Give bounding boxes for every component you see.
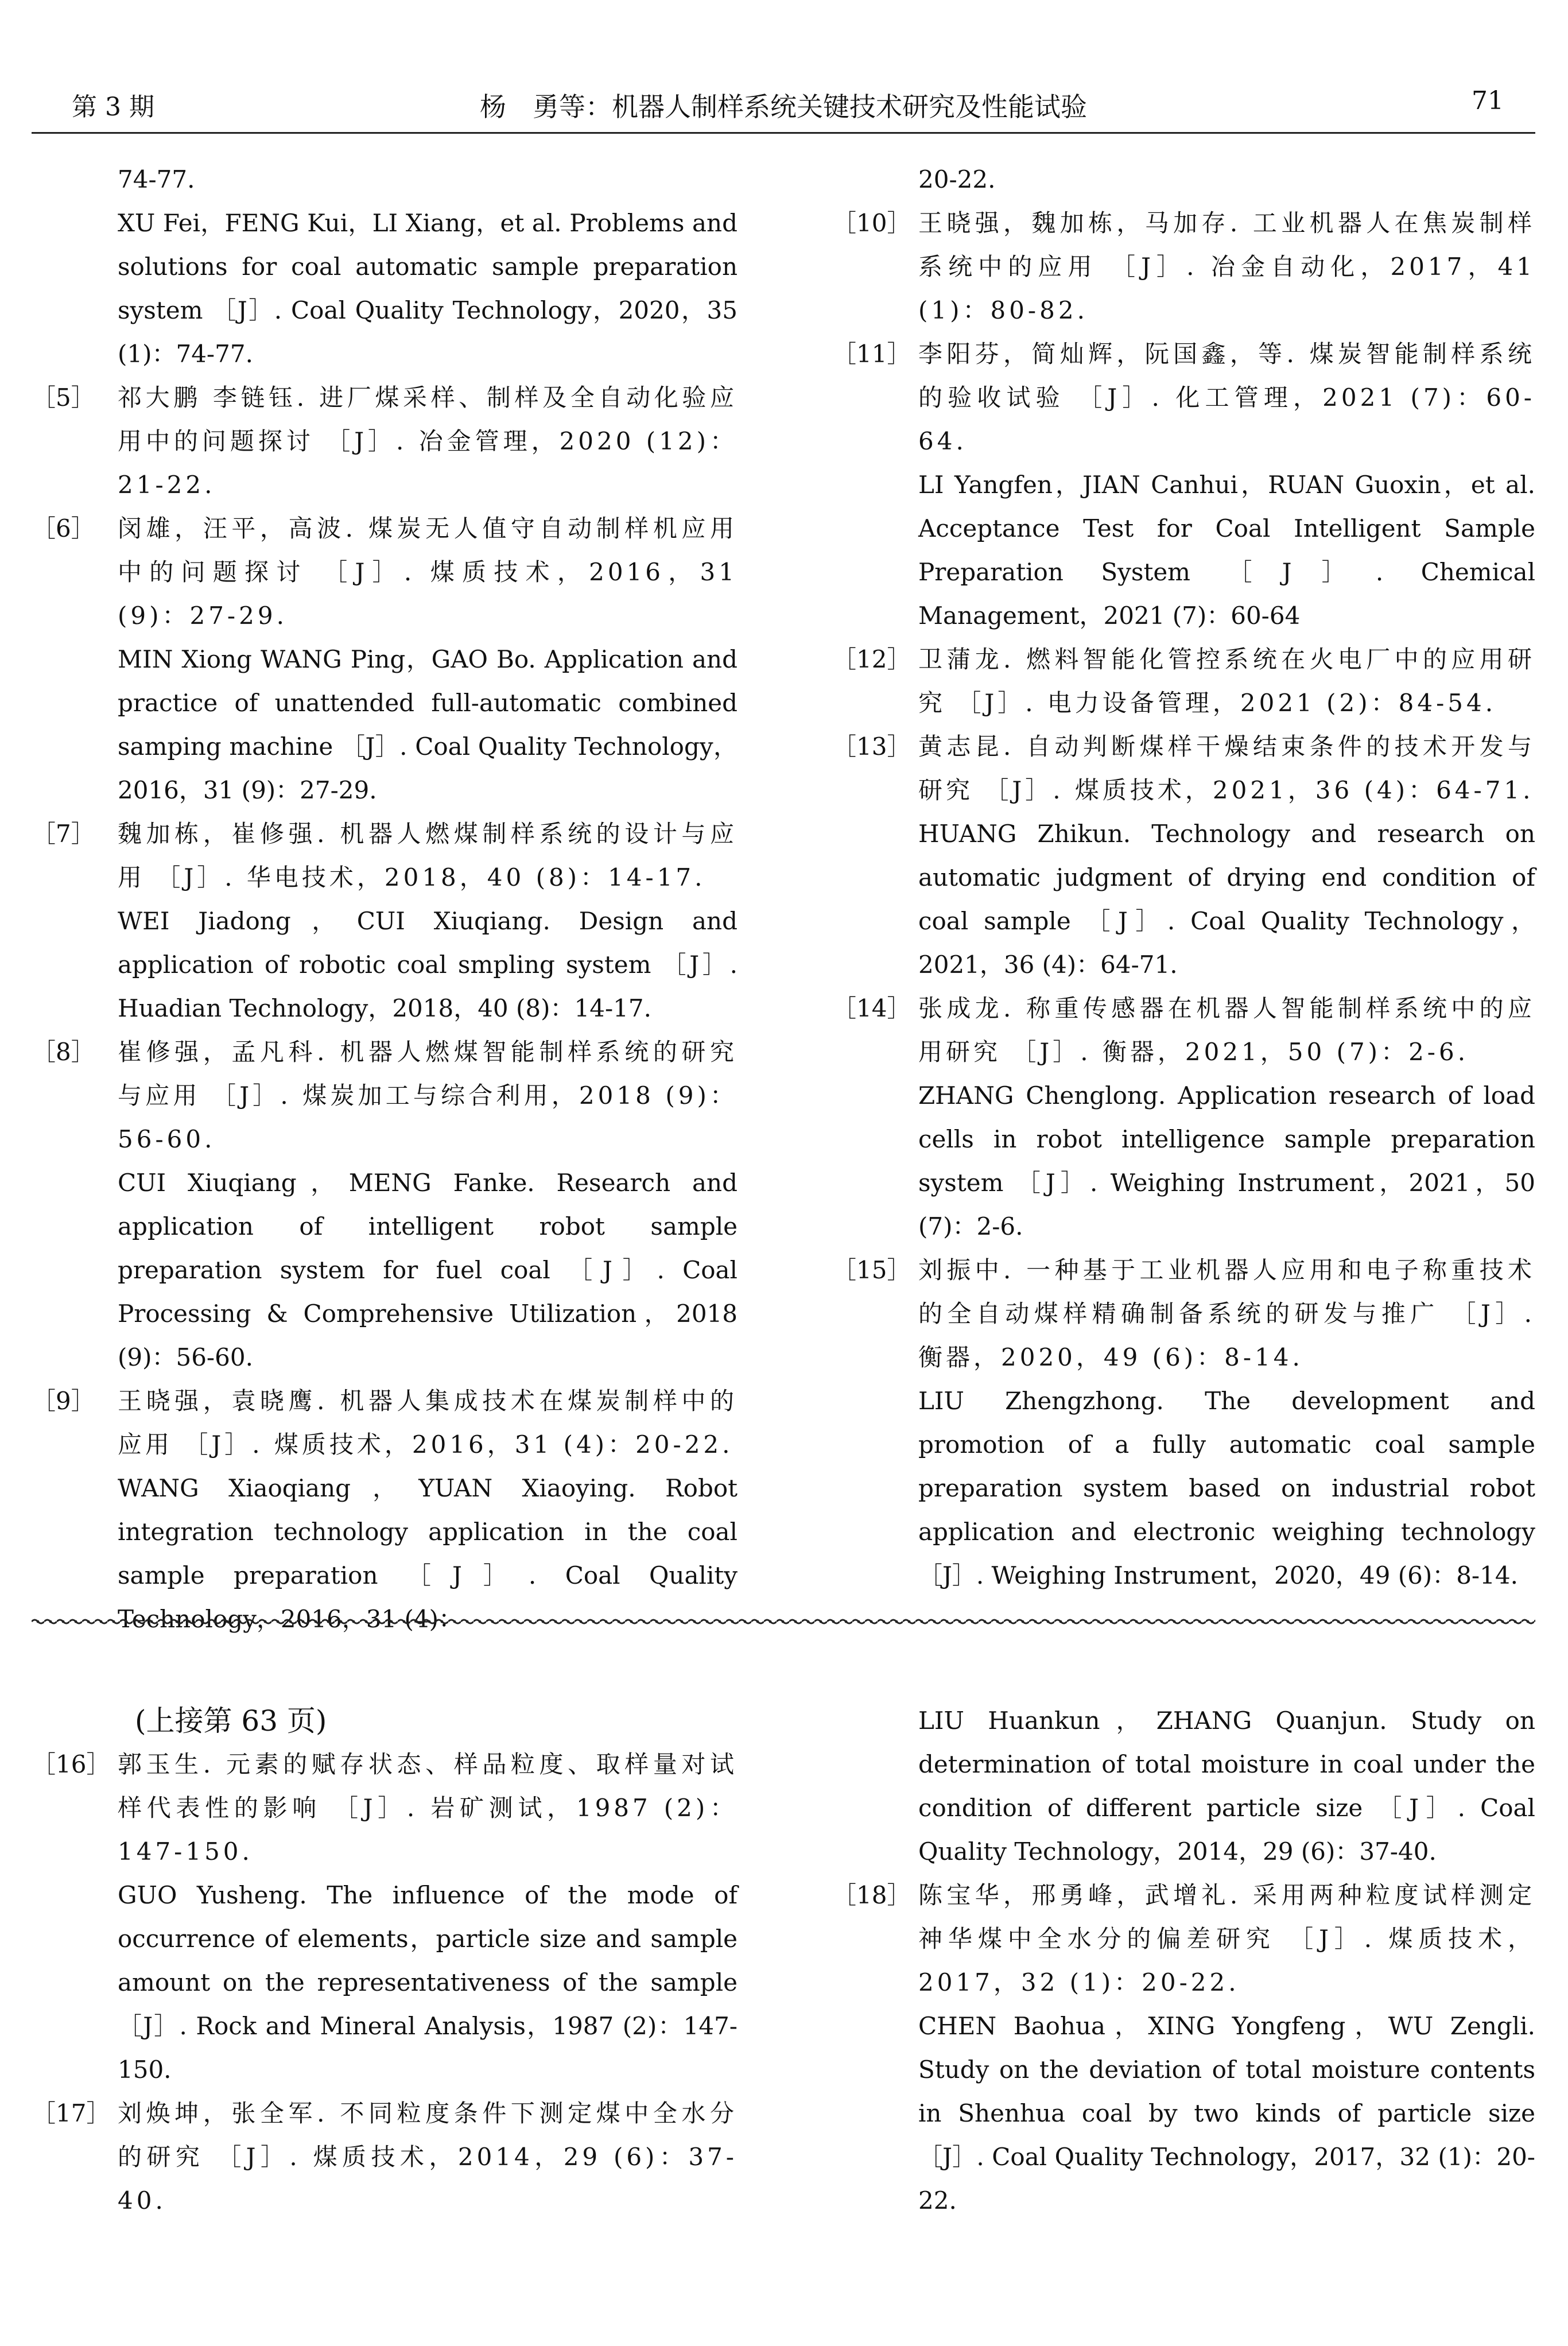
reference-text-en: HUANG Zhikun. Technology and research on automatic judgment of drying end condition of coal sample ［J］. Coal Quality Technology，2021，36 (4)：64-71.	[918, 820, 1535, 979]
reference-text-en: CUI Xiuqiang，MENG Fanke. Research and application of intelligent robot sample preparation system for fuel coal ［J］. Coal Processing & Comprehensive Utilization，2018 (9)：56-60.	[118, 1169, 738, 1371]
reference-item	[32, 507, 738, 812]
reference-continuation: 20-22.	[918, 165, 996, 193]
reference-number: ［16］	[32, 1750, 111, 1778]
references-column-bottom-left	[32, 1699, 738, 2223]
reference-continuation-cn: 74-77.	[118, 165, 195, 193]
decorative-divider	[32, 1618, 1535, 1626]
continued-from-note: (上接第 63 页)	[135, 1704, 327, 1738]
reference-item	[32, 1743, 738, 2092]
references-column-top-left	[32, 158, 738, 1641]
reference-item	[832, 638, 1535, 725]
reference-text-en: MIN Xiong WANG Ping，GAO Bo. Application and practice of unattended full-automatic combined samping machine ［J］. Coal Quality Technology，2016，31 (9)：27-29.	[118, 645, 738, 804]
reference-number: ［14］	[832, 994, 911, 1022]
reference-text-cn: 崔修强，孟凡科. 机器人燃煤智能制样系统的研究与应用 ［J］. 煤炭加工与综合利用，2018 (9)：56-60.	[118, 1038, 738, 1153]
references-column-bottom-right	[832, 1699, 1535, 2223]
reference-number: ［8］	[32, 1038, 95, 1066]
reference-text-cn: 刘振中. 一种基于工业机器人应用和电子称重技术的全自动煤样精确制备系统的研发与推广 ［J］. 衡器，2020，49 (6)：8-14.	[918, 1256, 1535, 1371]
reference-text-en: CHEN Baohua，XING Yongfeng，WU Zengli. Study on the deviation of total moisture contents in Shenhua coal by two kinds of particle size ［J］. Coal Quality Technology，2017，32 (1)：20-22.	[918, 2012, 1535, 2215]
reference-text-cn: 卫蒲龙. 燃料智能化管控系统在火电厂中的应用研究 ［J］. 电力设备管理，2021 (2)：84-54.	[918, 645, 1535, 717]
reference-text-cn: 张成龙. 称重传感器在机器人智能制样系统中的应用研究 ［J］. 衡器，2021，50 (7)：2-6.	[918, 994, 1535, 1066]
page-number: 71	[1472, 86, 1504, 115]
reference-item	[832, 1874, 1535, 2223]
reference-item	[832, 725, 1535, 987]
reference-text-en: WEI Jiadong，CUI Xiuqiang. Design and application of robotic coal smpling system ［J］. Huadian Technology，2018，40 (8)：14-17.	[118, 907, 738, 1022]
reference-text-cn: 祁大鹏 李链钰. 进厂煤采样、制样及全自动化验应用中的问题探讨 ［J］. 冶金管理，2020 (12)：21-22.	[118, 383, 738, 499]
running-title: 杨 勇等：机器人制样系统关键技术研究及性能试验	[480, 91, 1087, 122]
issue-number: 第 3 期	[72, 92, 154, 122]
reference-item	[832, 201, 1535, 332]
reference-text-cn: 黄志昆. 自动判断煤样干燥结束条件的技术开发与研究 ［J］. 煤质技术，2021，36 (4)：64-71.	[918, 732, 1535, 804]
reference-text-cn: 魏加栋，崔修强. 机器人燃煤制样系统的设计与应用 ［J］. 华电技术，2018，40 (8)：14-17.	[118, 820, 738, 891]
reference-text-cn: 王晓强，袁晓鹰. 机器人集成技术在煤炭制样中的应用 ［J］. 煤质技术，2016，31 (4)：20-22.	[118, 1387, 738, 1459]
reference-continuation: LIU Huankun，ZHANG Quanjun. Study on determination of total moisture in coal under the condition of different particle size ［J］. Coal Quality Technology，2014，29 (6)：37-40.	[918, 1707, 1535, 1866]
reference-item	[32, 812, 738, 1030]
reference-item	[32, 1379, 738, 1641]
reference-continuation-en: XU Fei，FENG Kui，LI Xiang，et al. Problems and solutions for coal automatic sample preparation system ［J］. Coal Quality Technology，2020，35 (1)：74-77.	[118, 209, 738, 368]
header-rule	[32, 132, 1535, 134]
reference-number: ［9］	[32, 1387, 95, 1415]
reference-number: ［10］	[832, 209, 911, 237]
reference-text-en: ZHANG Chenglong. Application research of load cells in robot intelligence sample preparation system ［J］. Weighing Instrument，2021，50 (7)：2-6.	[918, 1081, 1535, 1240]
reference-number: ［7］	[32, 820, 95, 848]
reference-text-en: WANG Xiaoqiang，YUAN Xiaoying. Robot integration technology application in the coal sample preparation ［J］. Coal Quality	[118, 1474, 738, 1589]
reference-number: ［12］	[832, 645, 911, 673]
reference-text-en: LI Yangfen，JIAN Canhui，RUAN Guoxin，et al. Acceptance Test for Coal Intelligent Sample Preparation System ［J］. Chemical Management，2021 (7)：60-64	[918, 471, 1535, 630]
reference-number: ［11］	[832, 340, 911, 368]
reference-number: ［15］	[832, 1256, 911, 1284]
reference-text-cn: 王晓强，魏加栋，马加存. 工业机器人在焦炭制样系统中的应用 ［J］. 冶金自动化，2017，41 (1)：80-82.	[918, 209, 1535, 324]
running-header	[32, 80, 1535, 132]
reference-item	[832, 332, 1535, 638]
reference-item	[32, 376, 738, 507]
reference-number: ［17］	[32, 2099, 111, 2127]
reference-number: ［13］	[832, 732, 911, 761]
references-column-top-right	[832, 158, 1535, 1597]
reference-text-cn: 郭玉生. 元素的赋存状态、样品粒度、取样量对试样代表性的影响 ［J］. 岩矿测试，1987 (2)：147-150.	[118, 1750, 738, 1866]
reference-number: ［18］	[832, 1881, 911, 1909]
reference-text-en: GUO Yusheng. The influence of the mode of occurrence of elements，particle size and sample amount on the representativeness of the sample ［J］. Rock and Mineral Analysis，1987 (2)：147-150.	[118, 1881, 738, 2084]
reference-text-cn: 李阳芬，简灿辉，阮国鑫，等. 煤炭智能制样系统的验收试验 ［J］. 化工管理，2021 (7)：60-64.	[918, 340, 1535, 455]
reference-item	[32, 2092, 738, 2223]
reference-number: ［5］	[32, 383, 95, 412]
reference-number: ［6］	[32, 514, 95, 542]
reference-text-en: LIU Zhengzhong. The development and promotion of a fully automatic coal sample preparation system based on industrial robot application and electronic weighing technology ［J］. Weighing Instrument，2020，49 (6)：8-14.	[918, 1387, 1535, 1589]
reference-text-cn: 刘焕坤，张全军. 不同粒度条件下测定煤中全水分的研究 ［J］. 煤质技术，2014，29 (6)：37-40.	[118, 2099, 738, 2215]
reference-item	[832, 1248, 1535, 1597]
reference-item	[32, 1030, 738, 1379]
reference-text-cn: 闵雄，汪平，高波. 煤炭无人值守自动制样机应用中的问题探讨 ［J］. 煤质技术，2016，31 (9)：27-29.	[118, 514, 738, 630]
reference-item	[832, 987, 1535, 1248]
reference-text-cn: 陈宝华，邢勇峰，武增礼. 采用两种粒度试样测定神华煤中全水分的偏差研究 ［J］. 煤质技术，2017，32 (1)：20-22.	[918, 1881, 1535, 1996]
